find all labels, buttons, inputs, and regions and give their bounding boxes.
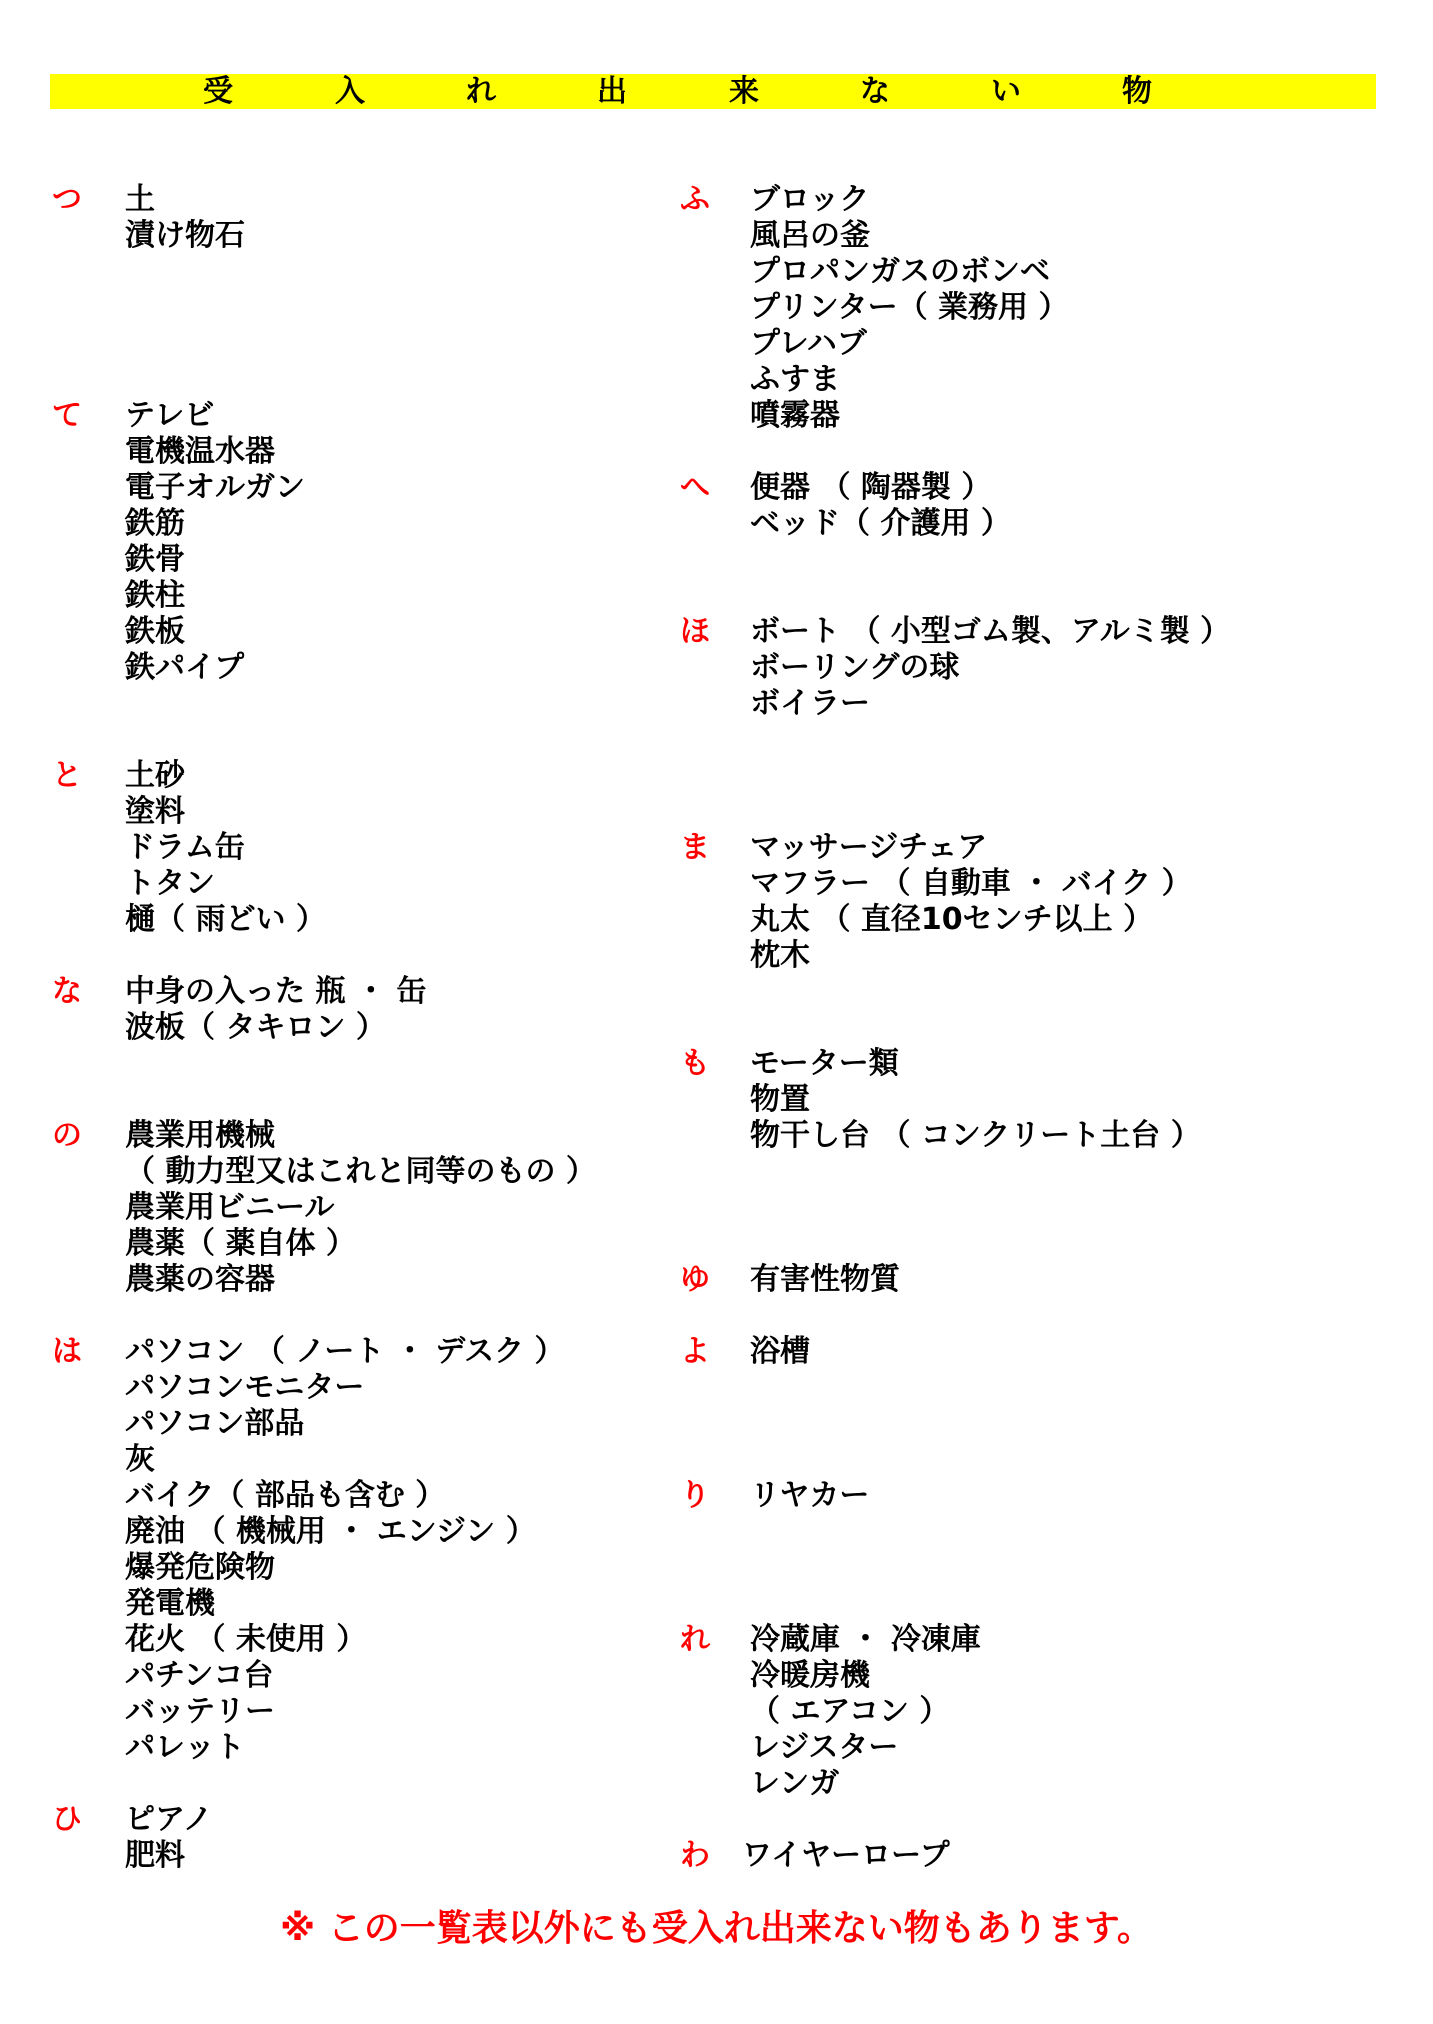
kana-index-label: よ: [680, 1334, 710, 1369]
kana-index-label: わ: [680, 1838, 710, 1873]
item-entry: 鉄柱: [125, 578, 185, 613]
item-entry: 丸太 （ 直径10センチ以上 ）: [750, 902, 1154, 937]
kana-index-label: も: [680, 1046, 710, 1081]
kana-index-label: は: [52, 1334, 82, 1369]
item-entry: レンガ: [750, 1766, 840, 1801]
item-entry: （ エアコン ）: [750, 1694, 950, 1729]
kana-index-label: ゆ: [680, 1262, 710, 1297]
item-entry: プリンター（ 業務用 ）: [750, 290, 1069, 325]
kana-index-label: ま: [680, 830, 710, 865]
item-entry: 農薬（ 薬自体 ）: [125, 1226, 356, 1261]
item-entry: 物干し台 （ コンクリート土台 ）: [750, 1118, 1201, 1153]
item-entry: 有害性物質: [750, 1262, 900, 1297]
item-entry: 土砂: [125, 758, 185, 793]
item-entry: 廃油 （ 機械用 ・ エンジン ）: [125, 1514, 536, 1549]
kana-index-label: ふ: [680, 182, 710, 217]
item-entry: 鉄骨: [125, 542, 185, 577]
item-entry: ふすま: [750, 362, 840, 397]
item-entry: （ 動力型又はこれと同等のもの ）: [125, 1154, 596, 1189]
item-entry: 風呂の釜: [750, 218, 870, 253]
item-entry: 鉄パイプ: [125, 650, 245, 685]
item-entry: 農業用機械: [125, 1118, 275, 1153]
item-entry: パレット: [125, 1730, 245, 1765]
kana-index-label: り: [680, 1478, 710, 1513]
item-entry: ドラム缶: [125, 830, 245, 865]
item-entry: マッサージチェア: [750, 830, 988, 865]
item-entry: パソコン部品: [125, 1406, 305, 1441]
kana-index-label: の: [52, 1118, 82, 1153]
kana-index-label: れ: [680, 1622, 710, 1657]
item-entry: ブロック: [750, 182, 870, 217]
item-entry: 農業用ビニール: [125, 1190, 335, 1225]
item-entry: 冷蔵庫 ・ 冷凍庫: [750, 1622, 981, 1657]
item-entry: 土: [125, 182, 155, 217]
item-entry: モーター類: [750, 1046, 899, 1081]
item-entry: 物置: [750, 1082, 810, 1117]
kana-index-label: へ: [680, 470, 710, 505]
item-entry: バッテリー: [125, 1694, 275, 1729]
item-entry: レジスター: [750, 1730, 899, 1765]
item-entry: ピアノ: [125, 1802, 213, 1837]
item-entry: トタン: [125, 866, 215, 901]
item-entry: 爆発危険物: [125, 1550, 275, 1585]
item-entry: 塗料: [125, 794, 185, 829]
kana-index-label: と: [52, 758, 82, 793]
item-entry: ボーリングの球: [750, 650, 960, 685]
item-entry: プロパンガスのボンベ: [750, 254, 1050, 289]
item-entry: 浴槽: [750, 1334, 810, 1369]
item-entry: 灰: [125, 1442, 155, 1477]
kana-index-label: ほ: [680, 614, 710, 649]
item-entry: 肥料: [125, 1838, 185, 1873]
kana-index-label: つ: [52, 182, 82, 217]
title-char: 出: [597, 74, 627, 109]
item-entry: 発電機: [125, 1586, 215, 1621]
kana-index-label: ひ: [52, 1802, 82, 1837]
item-entry: リヤカー: [750, 1478, 870, 1513]
item-entry: 樋（ 雨どい ）: [125, 902, 326, 937]
title-char: 来: [729, 74, 759, 109]
title-char: い: [991, 74, 1021, 109]
item-entry: 噴霧器: [750, 398, 840, 433]
item-entry: ボート （ 小型ゴム製、アルミ製 ）: [750, 614, 1231, 649]
item-entry: 枕木: [750, 938, 810, 973]
item-entry: 農薬の容器: [125, 1262, 275, 1297]
title-char: 受: [203, 74, 233, 109]
item-entry: マフラー （ 自動車 ・ バイク ）: [750, 866, 1192, 901]
item-entry: 波板（ タキロン ）: [125, 1010, 386, 1045]
title-char: れ: [466, 74, 496, 109]
title-char: 物: [1122, 74, 1152, 109]
item-entry: パチンコ台: [125, 1658, 274, 1693]
item-entry: 便器 （ 陶器製 ）: [750, 470, 992, 505]
item-entry: パソコンモニター: [125, 1370, 365, 1405]
item-entry: ワイヤーロープ: [742, 1838, 950, 1873]
item-entry: 中身の入った 瓶 ・ 缶: [125, 974, 427, 1009]
title-char: 入: [335, 74, 365, 109]
item-entry: 電子オルガン: [125, 470, 305, 505]
title-bar: [50, 74, 1376, 109]
item-entry: パソコン （ ノート ・ デスク ）: [125, 1334, 565, 1369]
item-entry: ボイラー: [750, 686, 870, 721]
item-entry: 電機温水器: [125, 434, 275, 469]
item-entry: 冷暖房機: [750, 1658, 870, 1693]
item-entry: プレハブ: [750, 326, 867, 361]
item-entry: テレビ: [125, 398, 215, 433]
title-char: な: [860, 74, 890, 109]
kana-index-label: な: [52, 974, 82, 1009]
item-entry: 漬け物石: [125, 218, 245, 253]
item-entry: 花火 （ 未使用 ）: [125, 1622, 367, 1657]
item-entry: 鉄筋: [125, 506, 185, 541]
item-entry: ベッド（ 介護用 ）: [750, 506, 1011, 541]
item-entry: 鉄板: [125, 614, 185, 649]
item-entry: バイク（ 部品も含む ）: [125, 1478, 446, 1513]
notice-text: ※ この一覧表以外にも受入れ出来ない物もあります。: [280, 1908, 1153, 1949]
kana-index-label: て: [52, 398, 82, 433]
